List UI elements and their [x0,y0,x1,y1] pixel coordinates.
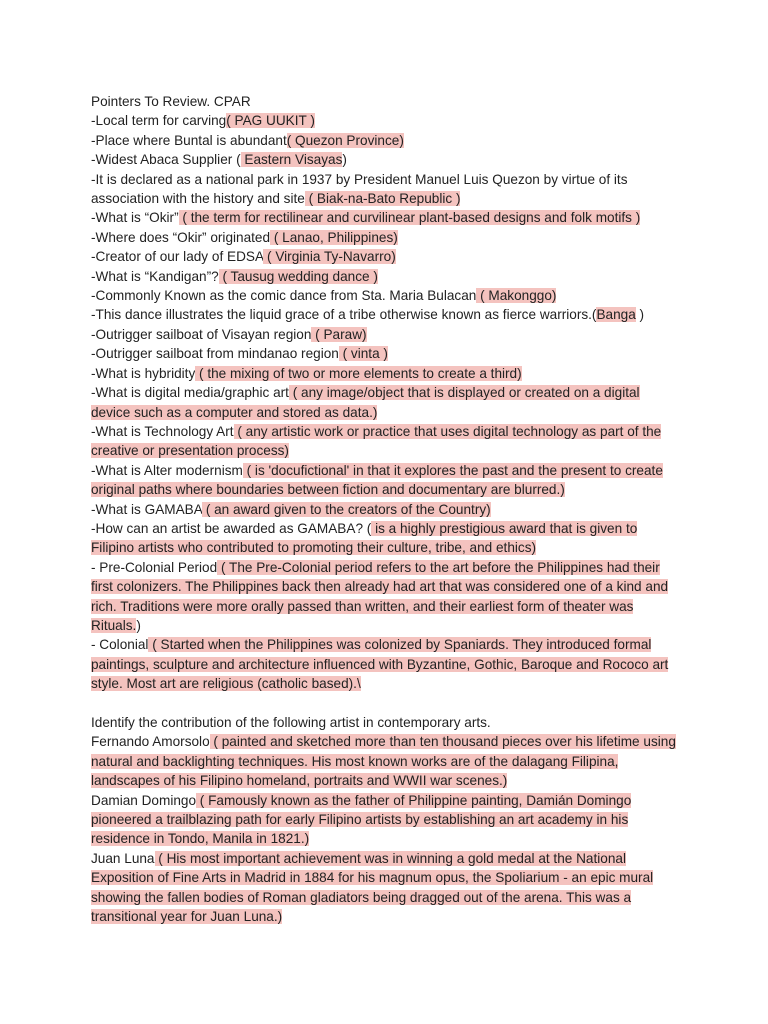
blank-line [91,694,681,713]
question-text: -Local term for carving [91,113,227,129]
closing-text: ) [342,152,347,168]
highlighted-answer: ( is 'docufictional' in that it explores the past and the present to create original paths where boundaries between fiction and documentary are blurred.) [91,462,663,498]
question-text: Fernando Amorsolo [91,734,210,750]
review-item [91,208,681,227]
review-item [91,344,681,363]
question-text: -What is “Okir” [91,210,179,226]
highlighted-answer: ( The Pre-Colonial period refers to the art before the Philippines had their first colonizers. The Philippines back then already had art that was considered one of a kind and rich. Traditions were more orally passed than written, and their earliest form of theater was Rituals. [91,559,669,633]
review-item [91,519,681,558]
question-text: -Creator of our lady of EDSA [91,249,264,265]
artists-heading: Identify the contribution of the following artist in contemporary arts. [91,714,491,730]
highlighted-answer: ( an award given to the creators of the Country) [202,501,491,517]
highlighted-answer: ( Famously known as the father of Philippine painting, Damián Domingo pioneered a trailblazing path for early Filipino artists by establishing an art academy in his residence in Tondo, Manila in 1821.) [91,792,632,847]
highlighted-answer: ( the mixing of two or more elements to create a third) [195,365,522,381]
review-item [91,305,681,324]
highlighted-answer: ( His most important achievement was in winning a gold medal at the National Exposition of Fine Arts in Madrid in 1884 for his magnum opus, the Spoliarium - an epic mural showing the fallen bodies of Roman gladiators being dragged out of the arena. This was a transitional year for Juan Luna.) [91,850,654,925]
highlighted-answer: ( Quezon Province) [286,132,404,148]
question-text: -It is declared as a national park in 1937 by President Manuel Luis Quezon by virtue of its association with the history and site [91,171,628,207]
highlighted-answer: ( Started when the Philippines was colonized by Spaniards. They introduced formal paintings, sculpture and architecture influenced with Byzantine, Gothic, Baroque and Rococo art style. Most art are religious (catholic based).\ [91,637,669,692]
question-text: -What is “Kandigan”? [91,268,219,284]
highlighted-answer: Eastern Visayas [240,152,343,168]
highlighted-answer: Banga [596,307,636,323]
question-text: -What is digital media/graphic art [91,385,289,401]
review-item [91,228,681,247]
question-text: -How can an artist be awarded as GAMABA? ( [91,520,372,536]
question-text: -What is Technology Art [91,423,234,439]
document-body [91,92,681,926]
closing-text: ) [635,307,645,323]
question-text: -Place where Buntal is abundant [91,132,287,148]
highlighted-answer: is a highly prestigious award that is given to Filipino artists who contributed to promoting their culture, tribe, and ethics) [91,520,638,556]
artist-item [91,732,681,790]
review-item [91,150,681,169]
question-text: -This dance illustrates the liquid grace of a tribe otherwise known as fierce warriors.( [91,307,597,323]
question-text: - Pre-Colonial Period [91,559,218,575]
review-item [91,364,681,383]
highlighted-answer: ( vinta ) [338,346,388,362]
highlighted-answer: ( Paraw) [311,326,367,342]
review-item [91,500,681,519]
highlighted-answer: ( PAG UUKIT ) [226,113,315,129]
highlighted-answer: ( Virginia Ty-Navarro) [263,249,396,265]
question-text: -Where does “Okir” originated [91,229,271,245]
review-item [91,558,681,636]
document-title: Pointers To Review. CPAR [91,94,251,109]
highlighted-answer: ( any artistic work or practice that uses digital technology as part of the creative or presentation process) [91,423,662,459]
highlighted-answer: ( Tausug wedding dance ) [218,268,378,284]
question-text: -What is hybridity [91,365,196,381]
question-text: -Outrigger sailboat from mindanao region [91,346,339,362]
review-item [91,286,681,305]
review-item [91,267,681,286]
question-text: -What is GAMABA [91,501,203,517]
highlighted-answer: ( painted and sketched more than ten thousand pieces over his lifetime using natural and backlighting techniques. His most known works are of the dalagang Filipina, landscapes of his Filipino homeland, portraits and WWII war scenes.) [91,734,676,789]
question-text: - Colonial [91,637,149,653]
artist-item [91,849,681,927]
review-list [91,111,681,693]
question-text: -Outrigger sailboat of Visayan region [91,326,312,342]
highlighted-answer: ( Biak-na-Bato Republic ) [304,191,461,207]
artist-item [91,791,681,849]
highlighted-answer: ( any image/object that is displayed or created on a digital device such as a computer and stored as data.) [91,385,640,420]
review-item [91,383,681,422]
question-text: Juan Luna [91,850,155,866]
review-item [91,111,681,130]
question-text: -Widest Abaca Supplier ( [91,152,241,168]
review-item [91,635,681,693]
review-item [91,131,681,150]
highlighted-answer: ( Makonggo) [476,288,557,304]
review-item [91,247,681,266]
artist-list [91,732,681,926]
highlighted-answer: ( Lanao, Philippines) [270,229,398,245]
review-item [91,170,681,209]
review-item [91,422,681,461]
question-text: -Commonly Known as the comic dance from Sta. Maria Bulacan [91,288,477,304]
highlighted-answer: ( the term for rectilinear and curvilinear plant-based designs and folk motifs ) [178,210,641,226]
review-item [91,461,681,500]
question-text: Damian Domingo [91,792,197,808]
review-item [91,325,681,344]
closing-text: ) [136,617,141,633]
question-text: -What is Alter modernism [91,462,243,478]
